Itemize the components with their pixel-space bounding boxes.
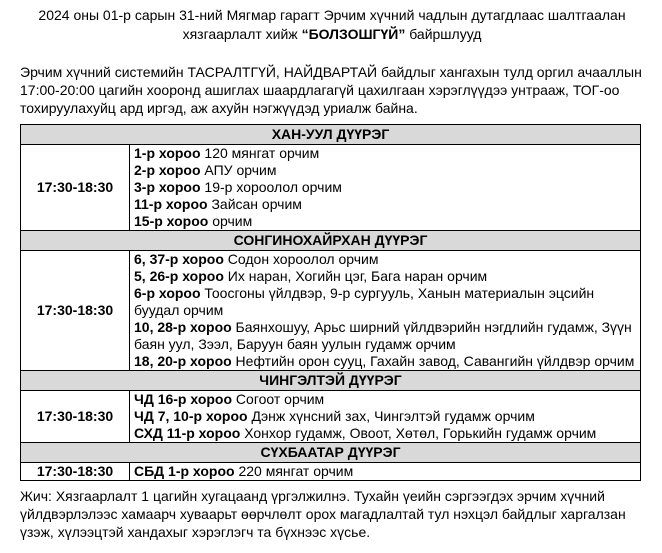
locations-cell [130, 463, 641, 481]
khoroo-label: 15-р хороо [134, 213, 209, 229]
locations-cell [130, 391, 641, 443]
khoroo-label: 10, 28-р хороо [134, 319, 232, 335]
district-name: ХАН-УУЛ ДҮҮРЭГ [21, 125, 641, 145]
location-entry [134, 391, 636, 408]
location-entry [134, 268, 636, 285]
place-text: Хонхор гудамж, Овоот, Хөтөл, Горькийн гудамж орчим [240, 425, 597, 441]
district-row [21, 251, 641, 371]
khoroo-label: СБД 1-р хороо [134, 463, 235, 479]
title-line-2 [8, 25, 656, 44]
announcement-title [8, 6, 656, 44]
location-entry [134, 251, 636, 268]
locations-cell [130, 145, 641, 231]
khoroo-label: 11-р хороо [134, 196, 208, 212]
place-text: 19-р хороолол орчим [200, 179, 342, 195]
locations-cell [130, 251, 641, 371]
khoroo-label: ЧД 16-р хороо [134, 391, 233, 407]
title-highlight: “БОЛЗОШГҮЙ” [301, 26, 406, 42]
time-cell: 17:30-18:30 [21, 251, 130, 371]
location-entry [134, 353, 636, 370]
place-text: Нефтийн орон сууц, Гахайн завод, Савангийн үйлдвэр орчим [231, 353, 635, 369]
time-cell: 17:30-18:30 [21, 145, 130, 231]
title-line-2-suffix: байршлууд [405, 26, 482, 42]
place-text: Тоосгоны үйлдвэр, 9-р сургууль, Ханын материалын эцсийн буудал орчим [134, 285, 595, 318]
place-text: 120 мянгат орчим [200, 145, 320, 161]
title-line-1: 2024 оны 01-р сарын 31-ний Мягмар гарагт Эрчим хүчний чадлын дутагдлаас шалтгаалан [38, 7, 626, 23]
khoroo-label: 6-р хороо [134, 285, 201, 301]
district-name: ЧИНГЭЛТЭЙ ДҮҮРЭГ [21, 371, 641, 391]
district-row [21, 145, 641, 231]
location-entry [134, 319, 636, 353]
khoroo-label: 2-р хороо [134, 162, 201, 178]
place-text: АПУ орчим [200, 162, 277, 178]
place-text: орчим [208, 213, 253, 229]
district-name: СОНГИНОХАЙРХАН ДҮҮРЭГ [21, 231, 641, 251]
location-entry [134, 179, 636, 196]
time-cell: 17:30-18:30 [21, 391, 130, 443]
place-text: Содон хороолол орчим [223, 251, 379, 267]
location-entry [134, 196, 636, 213]
time-cell: 17:30-18:30 [21, 463, 130, 481]
khoroo-label: 1-р хороо [134, 145, 201, 161]
khoroo-label: СХД 11-р хороо [134, 425, 241, 441]
location-entry [134, 425, 636, 442]
khoroo-label: 6, 37-р хороо [134, 251, 224, 267]
outage-schedule-table [20, 124, 641, 481]
khoroo-label: 18, 20-р хороо [134, 353, 232, 369]
intro-paragraph: Эрчим хүчний системийн ТАСРАЛТГҮЙ, НАЙДВАРТАЙ байдлыг хангахын тулд оргил ачааллын 17:00-20:00 цагийн хооронд ашиглах шаардлагагүй цахилгаан хэрэглүүдээ унтрааж, ТОГ-оо тохируулахуйц ард иргэд, аж ахуйн нэгжүүдэд уриалж байна. [20, 64, 642, 116]
district-header-row [21, 231, 641, 251]
district-header-row [21, 443, 641, 463]
title-line-2-prefix: хязгаарлалт хийж [182, 26, 302, 42]
district-header-row [21, 371, 641, 391]
district-row [21, 391, 641, 443]
location-entry [134, 162, 636, 179]
place-text: Баянхошуу, Арьс ширний үйлдвэрийн нэгдлийн гудамж, Зүүн баян уул, Зээл, Баруун баян уулын гудамж орчим [134, 319, 632, 352]
district-row [21, 463, 641, 481]
place-text: Зайсан орчим [207, 196, 302, 212]
footnote: Жич: Хязгаарлалт 1 цагийн хугацаанд үргэлжилнэ. Тухайн үеийн сэргээгдэх эрчим хүчний үйлдвэрлэлээс хамаарч хуваарьт өөрчлөлт орох магадлалтай тул нэхцэл байдлыг харгалзан үзэж, хүлээцтэй хандахыг хэрэглэгч та бүхнээс хүсье. [20, 488, 626, 540]
place-text: Согоот орчим [232, 391, 325, 407]
place-text: 220 мянгат орчим [234, 463, 354, 479]
district-name: СҮХБААТАР ДҮҮРЭГ [21, 443, 641, 463]
place-text: Дэнж хүнсний зах, Чингэлтэй гудамж орчим [247, 408, 535, 424]
khoroo-label: 5, 26-р хороо [134, 268, 224, 284]
khoroo-label: 3-р хороо [134, 179, 201, 195]
location-entry [134, 213, 636, 230]
location-entry [134, 408, 636, 425]
location-entry [134, 285, 636, 319]
location-entry [134, 463, 636, 480]
location-entry [134, 145, 636, 162]
place-text: Их наран, Хогийн цэг, Бага наран орчим [223, 268, 488, 284]
district-header-row [21, 125, 641, 145]
khoroo-label: ЧД 7, 10-р хороо [134, 408, 248, 424]
